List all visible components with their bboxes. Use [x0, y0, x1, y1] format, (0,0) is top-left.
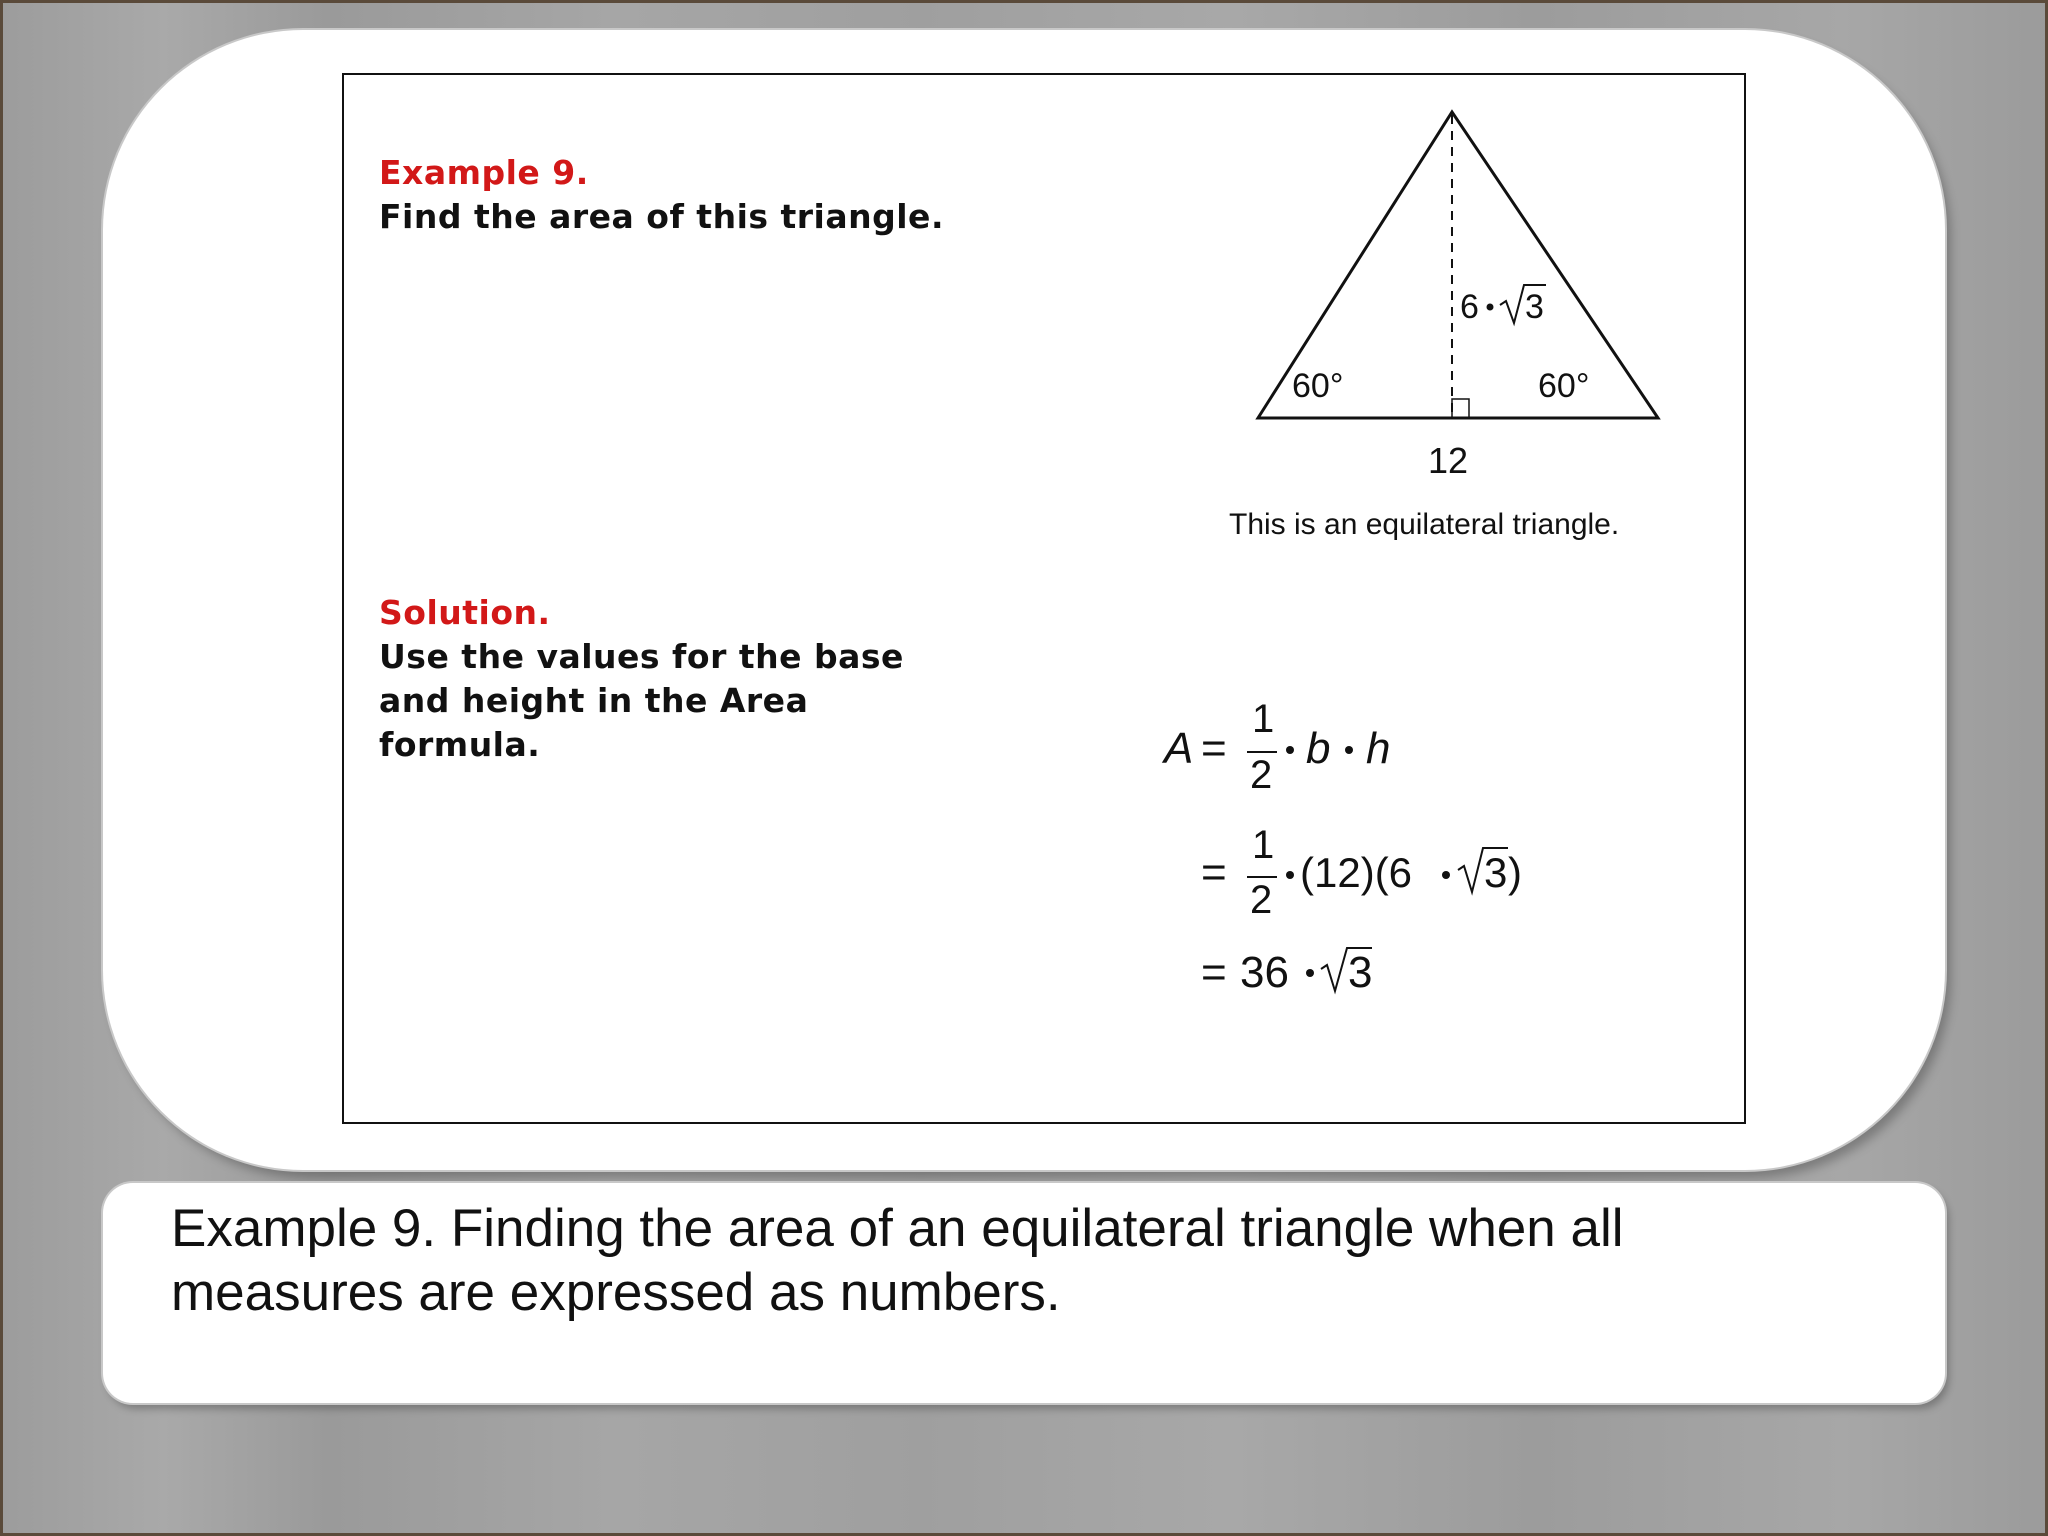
example-title: Example 9.	[379, 153, 589, 192]
solution-line-2: and height in the Area	[379, 681, 809, 720]
caption-text	[171, 1197, 1871, 1325]
formula-equals-3: =	[1201, 948, 1227, 997]
solution-line-1: Use the values for the base	[379, 637, 904, 676]
formula-step2-tail: (12)(6	[1300, 849, 1413, 896]
solution-title: Solution.	[379, 593, 551, 632]
base-label: 12	[1428, 440, 1469, 481]
formula-frac-num-1: 1	[1252, 697, 1275, 741]
caption-line-2: measures are expressed as numbers.	[171, 1263, 1061, 1322]
height-coef-label: 6	[1460, 288, 1479, 326]
multiply-dot-3	[1286, 871, 1294, 879]
right-angle-marker	[1452, 399, 1469, 418]
caption-line-1: Example 9. Finding the area of an equilateral triangle when all	[171, 1199, 1624, 1258]
formula-step2-close: )	[1508, 849, 1522, 896]
triangle-diagram	[344, 75, 1744, 1122]
solution-line-3: formula.	[379, 725, 541, 764]
formula-lhs: A	[1164, 724, 1194, 773]
lesson-slide	[342, 73, 1746, 1124]
formula-h: h	[1366, 724, 1391, 773]
height-dot	[1487, 304, 1494, 311]
formula-step2-radicand: 3	[1484, 849, 1508, 896]
formula-frac-den-2: 2	[1250, 878, 1273, 922]
caption-panel	[103, 1183, 1945, 1403]
multiply-dot-4	[1442, 871, 1450, 879]
problem-prompt: Find the area of this triangle.	[379, 197, 944, 236]
left-angle-label: 60°	[1292, 367, 1344, 405]
formula-result-radicand: 3	[1348, 948, 1373, 997]
multiply-dot-2	[1345, 746, 1353, 754]
formula-equals-2: =	[1201, 848, 1227, 897]
triangle-shape	[1192, 113, 1660, 418]
formula-equals-1: =	[1201, 724, 1227, 773]
formula-result-coef: 36	[1240, 948, 1289, 997]
multiply-dot-5	[1306, 969, 1314, 977]
right-angle-label: 60°	[1538, 367, 1590, 405]
triangle-note: This is an equilateral triangle.	[1229, 508, 1620, 541]
formula-frac-den-1: 2	[1250, 753, 1273, 797]
formula-frac-num-2: 1	[1252, 823, 1275, 867]
formula-b: b	[1306, 724, 1331, 773]
multiply-dot-1	[1286, 746, 1294, 754]
height-radicand-label: 3	[1525, 288, 1544, 326]
